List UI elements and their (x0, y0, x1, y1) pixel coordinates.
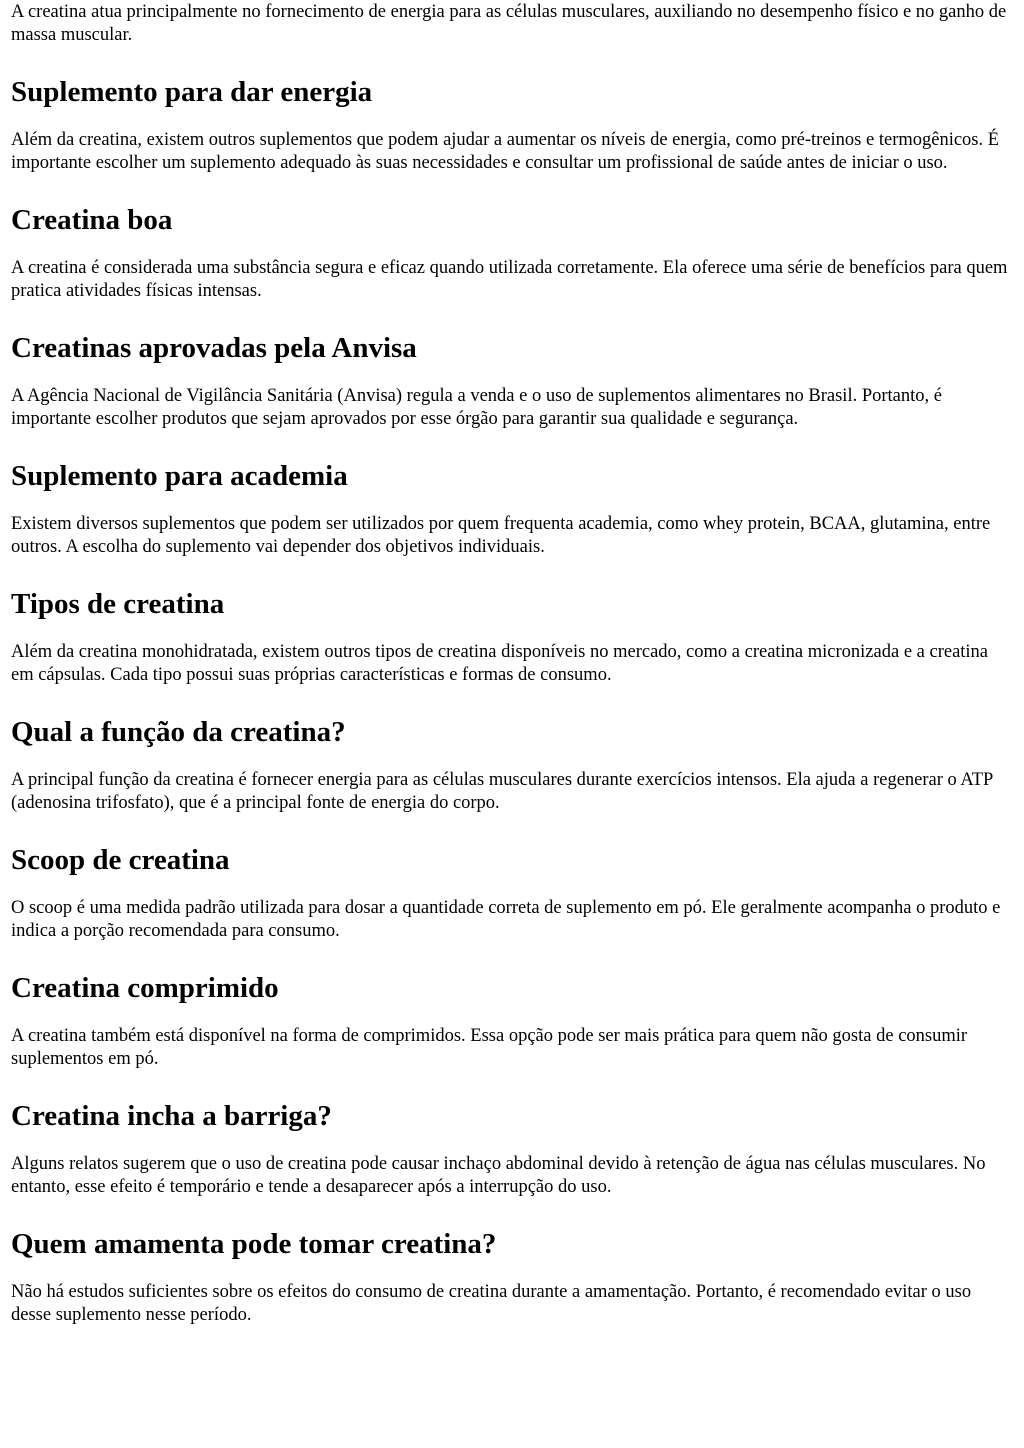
section-creatina-comprimido (11, 971, 1013, 1071)
section-heading: Suplemento para dar energia (11, 76, 373, 108)
section-creatina-barriga (11, 1099, 1013, 1199)
section-heading: Suplemento para academia (11, 460, 348, 492)
section-heading: Creatina boa (11, 204, 173, 236)
section-heading: Creatina comprimido (11, 972, 279, 1004)
section-amamentacao (11, 1227, 1013, 1327)
section-paragraph: Existem diversos suplementos que podem ser utilizados por quem frequenta academia, como whey protein, BCAA, glutamina, entre outros. A escolha do suplemento vai depender dos objetivos individuais. (11, 514, 991, 557)
section-scoop-creatina (11, 843, 1013, 943)
section-heading: Tipos de creatina (11, 588, 225, 620)
section-heading: Creatina incha a barriga? (11, 1100, 332, 1132)
section-tipos-creatina (11, 587, 1013, 687)
section-paragraph: A creatina também está disponível na forma de comprimidos. Essa opção pode ser mais prática para quem não gosta de consumir suplementos em pó. (11, 1026, 968, 1069)
section-heading: Creatinas aprovadas pela Anvisa (11, 332, 417, 364)
section-paragraph: Alguns relatos sugerem que o uso de creatina pode causar inchaço abdominal devido à retenção de água nas células musculares. No entanto, esse efeito é temporário e tende a desaparecer após a interrupção do uso. (11, 1154, 986, 1197)
section-creatinas-anvisa (11, 331, 1013, 431)
section-paragraph: A principal função da creatina é fornecer energia para as células musculares durante exercícios intensos. Ela ajuda a regenerar o ATP (adenosina trifosfato), que é a principal fonte de energia do corpo. (11, 770, 993, 813)
section-heading: Qual a função da creatina? (11, 716, 346, 748)
section-heading: Scoop de creatina (11, 844, 230, 876)
section-paragraph: A Agência Nacional de Vigilância Sanitária (Anvisa) regula a venda e o uso de suplementos alimentares no Brasil. Portanto, é importante escolher produtos que sejam aprovados por esse órgão para garantir sua qualidade e segurança. (11, 386, 942, 429)
section-creatina-boa (11, 203, 1013, 303)
section-suplemento-academia (11, 459, 1013, 559)
section-suplemento-energia (11, 75, 1013, 175)
section-paragraph: O scoop é uma medida padrão utilizada para dosar a quantidade correta de suplemento em pó. Ele geralmente acompanha o produto e indica a porção recomendada para consumo. (11, 898, 1001, 941)
section-paragraph: Não há estudos suficientes sobre os efeitos do consumo de creatina durante a amamentação. Portanto, é recomendado evitar o uso desse suplemento nesse período. (11, 1282, 972, 1325)
section-paragraph: A creatina é considerada uma substância segura e eficaz quando utilizada corretamente. Ela oferece uma série de benefícios para quem pratica atividades físicas intensas. (11, 258, 1008, 301)
section-heading: Quem amamenta pode tomar creatina? (11, 1228, 497, 1260)
section-paragraph: Além da creatina, existem outros suplementos que podem ajudar a aumentar os níveis de energia, como pré-treinos e termogênicos. É importante escolher um suplemento adequado às suas necessidades e consultar um profissional de saúde antes de iniciar o uso. (11, 130, 1000, 173)
section-paragraph: Além da creatina monohidratada, existem outros tipos de creatina disponíveis no mercado, como a creatina micronizada e a creatina em cápsulas. Cada tipo possui suas próprias características e formas de consumo. (11, 642, 989, 685)
section-funcao-creatina (11, 715, 1013, 815)
intro-paragraph: A creatina atua principalmente no fornecimento de energia para as células musculares, auxiliando no desempenho físico e no ganho de massa muscular. (11, 2, 1007, 45)
